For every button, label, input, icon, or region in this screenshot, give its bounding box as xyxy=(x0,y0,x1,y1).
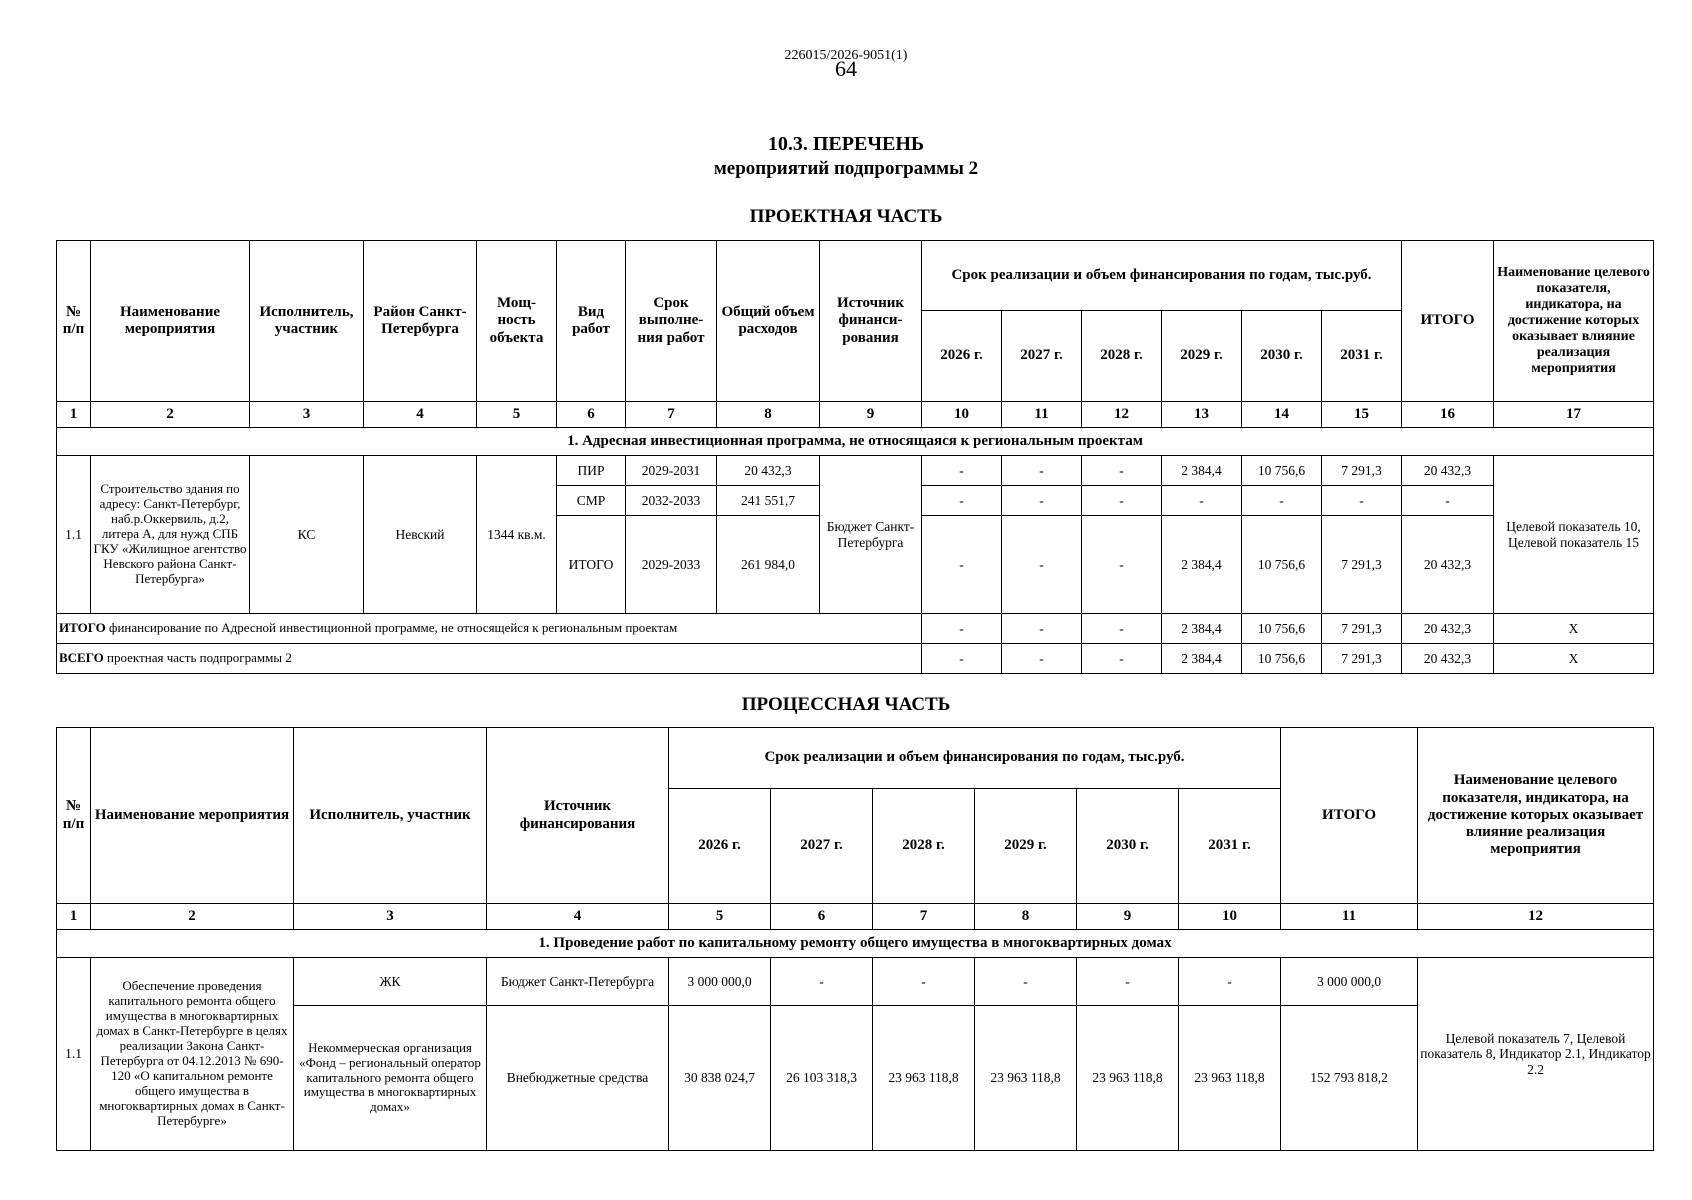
indicator-value: Х xyxy=(1494,644,1654,674)
col-header-work-type: Вид работ xyxy=(557,241,626,402)
work-type: ПИР xyxy=(557,456,626,486)
col-header-name: Наименование мероприятия xyxy=(91,728,294,904)
row-source: Бюджет Санкт-Петербурга xyxy=(487,958,669,1006)
year-value: - xyxy=(1242,486,1322,516)
year-value: 10 756,6 xyxy=(1242,644,1322,674)
col-header-itogo: ИТОГО xyxy=(1402,241,1494,402)
year-value: - xyxy=(1322,486,1402,516)
col-header-year: 2028 г. xyxy=(1082,311,1162,402)
year-value: - xyxy=(1002,516,1082,614)
col-number: 1 xyxy=(57,402,91,428)
col-header-year: 2028 г. xyxy=(873,789,975,904)
indicator-value: Х xyxy=(1494,614,1654,644)
grand-total-row-label: ВСЕГО проектная часть подпрограммы 2 xyxy=(57,644,922,674)
col-number: 11 xyxy=(1002,402,1082,428)
col-number: 4 xyxy=(364,402,477,428)
col-header-year: 2026 г. xyxy=(922,311,1002,402)
col-header-num: № п/п xyxy=(57,728,91,904)
col-header-indicator: Наименование целевого показателя, индикатора, на достижение которых оказывает влияние реализация мероприятия xyxy=(1418,728,1654,904)
year-value: 7 291,3 xyxy=(1322,456,1402,486)
col-number: 3 xyxy=(294,904,487,930)
process-part-table xyxy=(56,727,1654,1151)
item-indicator: Целевой показатель 10, Целевой показатель 15 xyxy=(1494,456,1654,614)
col-number: 10 xyxy=(1179,904,1281,930)
col-header-year: 2031 г. xyxy=(1322,311,1402,402)
col-header-source: Источник финансирования xyxy=(487,728,669,904)
col-header-year: 2029 г. xyxy=(975,789,1077,904)
col-header-year: 2030 г. xyxy=(1242,311,1322,402)
col-number: 9 xyxy=(820,402,922,428)
col-number: 12 xyxy=(1418,904,1654,930)
project-part-heading: ПРОЕКТНАЯ ЧАСТЬ xyxy=(749,206,943,227)
col-number: 13 xyxy=(1162,402,1242,428)
row-executor: Некоммерческая организация «Фонд – региональный оператор капитального ремонта общего имущества в многоквартирных домах» xyxy=(294,1006,487,1151)
year-value: 7 291,3 xyxy=(1322,614,1402,644)
item-district: Невский xyxy=(364,456,477,614)
year-value: - xyxy=(922,614,1002,644)
col-header-source: Источник финанси-рования xyxy=(820,241,922,402)
year-value: - xyxy=(1077,958,1179,1006)
col-number: 7 xyxy=(626,402,717,428)
year-value: 2 384,4 xyxy=(1162,456,1242,486)
col-number: 9 xyxy=(1077,904,1179,930)
col-header-district: Район Санкт-Петербурга xyxy=(364,241,477,402)
row-source: Внебюджетные средства xyxy=(487,1006,669,1151)
col-header-total-cost: Общий объем расходов xyxy=(717,241,820,402)
year-value: 26 103 318,3 xyxy=(771,1006,873,1151)
year-value: - xyxy=(922,486,1002,516)
work-term: 2029-2031 xyxy=(626,456,717,486)
itogo-value: - xyxy=(1402,486,1494,516)
year-value: 3 000 000,0 xyxy=(669,958,771,1006)
item-capacity: 1344 кв.м. xyxy=(477,456,557,614)
year-value: - xyxy=(922,644,1002,674)
year-value: 10 756,6 xyxy=(1242,614,1322,644)
year-value: 23 963 118,8 xyxy=(1179,1006,1281,1151)
col-header-year: 2031 г. xyxy=(1179,789,1281,904)
col-number: 4 xyxy=(487,904,669,930)
total-row-label: ИТОГО финансирование по Адресной инвестиционной программе, не относящейся к региональным проектам xyxy=(57,614,922,644)
year-value: - xyxy=(873,958,975,1006)
year-value: - xyxy=(1162,486,1242,516)
col-header-name: Наименование мероприятия xyxy=(91,241,250,402)
itogo-value: 152 793 818,2 xyxy=(1281,1006,1418,1151)
col-header-executor: Исполнитель, участник xyxy=(294,728,487,904)
col-number: 1 xyxy=(57,904,91,930)
col-header-year: 2027 г. xyxy=(1002,311,1082,402)
itogo-value: 20 432,3 xyxy=(1402,516,1494,614)
col-header-year: 2026 г. xyxy=(669,789,771,904)
item-executor: КС xyxy=(250,456,364,614)
col-number: 15 xyxy=(1322,402,1402,428)
year-value: - xyxy=(1179,958,1281,1006)
col-number: 2 xyxy=(91,402,250,428)
year-value: 23 963 118,8 xyxy=(975,1006,1077,1151)
year-value: - xyxy=(1082,486,1162,516)
col-header-year: 2029 г. xyxy=(1162,311,1242,402)
item-indicator: Целевой показатель 7, Целевой показатель 8, Индикатор 2.1, Индикатор 2.2 xyxy=(1418,958,1654,1151)
col-header-executor: Исполнитель, участник xyxy=(250,241,364,402)
page-number: 64 xyxy=(835,56,857,81)
year-value: 30 838 024,7 xyxy=(669,1006,771,1151)
work-cost: 20 432,3 xyxy=(717,456,820,486)
col-number: 2 xyxy=(91,904,294,930)
work-term: 2029-2033 xyxy=(626,516,717,614)
section-title: 1. Проведение работ по капитальному ремонту общего имущества в многоквартирных домах xyxy=(57,930,1654,958)
itogo-value: 20 432,3 xyxy=(1402,456,1494,486)
year-value: - xyxy=(922,456,1002,486)
col-number: 12 xyxy=(1082,402,1162,428)
year-value: - xyxy=(1002,644,1082,674)
item-number: 1.1 xyxy=(57,456,91,614)
year-value: - xyxy=(1002,486,1082,516)
itogo-value: 20 432,3 xyxy=(1402,644,1494,674)
col-number: 8 xyxy=(717,402,820,428)
year-value: 2 384,4 xyxy=(1162,614,1242,644)
col-number: 6 xyxy=(557,402,626,428)
work-cost: 261 984,0 xyxy=(717,516,820,614)
document-subtitle: мероприятий подпрограммы 2 xyxy=(713,158,979,179)
work-term: 2032-2033 xyxy=(626,486,717,516)
year-value: 2 384,4 xyxy=(1162,516,1242,614)
col-number: 8 xyxy=(975,904,1077,930)
section-title: 1. Адресная инвестиционная программа, не относящаяся к региональным проектам xyxy=(57,428,1654,456)
itogo-value: 3 000 000,0 xyxy=(1281,958,1418,1006)
project-part-table xyxy=(56,240,1654,674)
col-header-years-group: Срок реализации и объем финансирования по годам, тыс.руб. xyxy=(922,241,1402,311)
process-part-heading: ПРОЦЕССНАЯ ЧАСТЬ xyxy=(741,694,951,715)
item-name: Строительство здания по адресу: Санкт-Петербург, наб.р.Оккервиль, д.2, литера А, для нужд СПБ ГКУ «Жилищное агентство Невского района Санкт-Петербурга» xyxy=(91,456,250,614)
row-executor: ЖК xyxy=(294,958,487,1006)
col-header-capacity: Мощ-ность объекта xyxy=(477,241,557,402)
col-number: 6 xyxy=(771,904,873,930)
col-header-years-group: Срок реализации и объем финансирования по годам, тыс.руб. xyxy=(669,728,1281,789)
col-number: 17 xyxy=(1494,402,1654,428)
col-header-indicator: Наименование целевого показателя, индикатора, на достижение которых оказывает влияние реализация мероприятия xyxy=(1494,241,1654,402)
col-header-year: 2030 г. xyxy=(1077,789,1179,904)
item-number: 1.1 xyxy=(57,958,91,1151)
item-source: Бюджет Санкт-Петербурга xyxy=(820,456,922,614)
year-value: - xyxy=(975,958,1077,1006)
year-value: 7 291,3 xyxy=(1322,644,1402,674)
year-value: - xyxy=(1082,456,1162,486)
document-number: 226015/2026-9051(1) xyxy=(784,48,908,63)
col-header-term: Срок выполне-ния работ xyxy=(626,241,717,402)
year-value: 23 963 118,8 xyxy=(1077,1006,1179,1151)
year-value: - xyxy=(1082,644,1162,674)
year-value: 2 384,4 xyxy=(1162,644,1242,674)
item-name: Обеспечение проведения капитального ремонта общего имущества в многоквартирных домах в Санкт-Петербурге в целях реализации Закона Санкт-Петербурга от 04.12.2013 № 690-120 «О капитальном ремонте общего имущества в многоквартирных домах в Санкт-Петербурге» xyxy=(91,958,294,1151)
col-number: 16 xyxy=(1402,402,1494,428)
col-number: 7 xyxy=(873,904,975,930)
year-value: - xyxy=(771,958,873,1006)
year-value: - xyxy=(1002,456,1082,486)
col-header-num: № п/п xyxy=(57,241,91,402)
col-number: 5 xyxy=(669,904,771,930)
work-type: ИТОГО xyxy=(557,516,626,614)
document-title: 10.3. ПЕРЕЧЕНЬ xyxy=(767,133,925,155)
year-value: 7 291,3 xyxy=(1322,516,1402,614)
year-value: - xyxy=(1002,614,1082,644)
col-number: 11 xyxy=(1281,904,1418,930)
col-number: 3 xyxy=(250,402,364,428)
col-header-itogo: ИТОГО xyxy=(1281,728,1418,904)
itogo-value: 20 432,3 xyxy=(1402,614,1494,644)
year-value: 10 756,6 xyxy=(1242,456,1322,486)
year-value: 10 756,6 xyxy=(1242,516,1322,614)
year-value: - xyxy=(922,516,1002,614)
col-number: 10 xyxy=(922,402,1002,428)
col-number: 5 xyxy=(477,402,557,428)
col-number: 14 xyxy=(1242,402,1322,428)
year-value: - xyxy=(1082,614,1162,644)
work-type: СМР xyxy=(557,486,626,516)
year-value: 23 963 118,8 xyxy=(873,1006,975,1151)
col-header-year: 2027 г. xyxy=(771,789,873,904)
work-cost: 241 551,7 xyxy=(717,486,820,516)
year-value: - xyxy=(1082,516,1162,614)
